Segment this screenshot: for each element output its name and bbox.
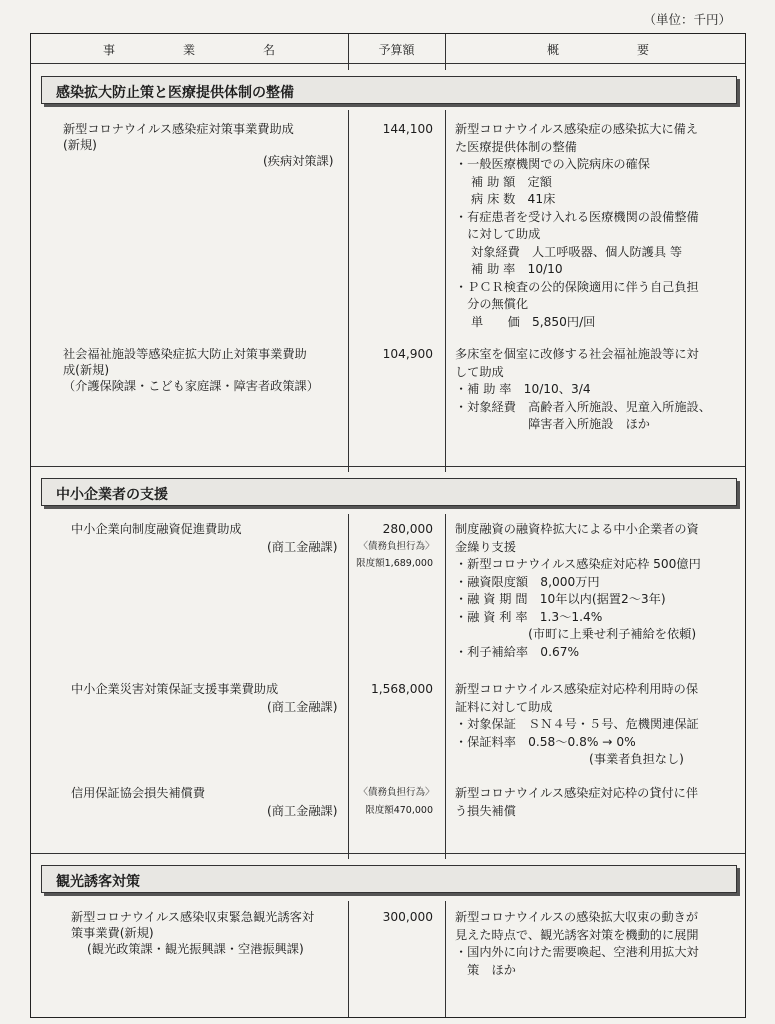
summary-line: ・国内外に向けた需要喚起、空港利用拡大対	[455, 945, 699, 959]
summary-line: ・保証料率 0.58～0.8% → 0%	[455, 734, 636, 749]
summary-line: ・融 資 利 率 1.3～1.4%	[455, 609, 603, 624]
summary-line: ・新型コロナウイルス感染症対応枠 500億円	[455, 557, 701, 571]
section-heading: 中小企業者の支援	[41, 478, 737, 506]
section-heading: 観光誘客対策	[41, 865, 737, 893]
project-budget: 300,000	[382, 910, 433, 924]
budget-table	[30, 33, 746, 1018]
project-name: 信用保証協会損失補償費	[71, 786, 206, 800]
project-name: 中小企業災害対策保証支援事業費助成	[71, 682, 279, 696]
project-dept: (商工金融課)	[267, 804, 338, 818]
summary-line: 分の無償化	[455, 297, 529, 311]
summary-line: 病 床 数 41床	[455, 192, 556, 206]
project-dept: (商工金融課)	[267, 700, 338, 714]
project-summary	[455, 521, 701, 661]
project-budget: 104,900	[382, 347, 433, 361]
summary-line: 証料に対して助成	[455, 699, 553, 714]
summary-line: (市町に上乗せ利子補給を依頼)	[455, 627, 697, 641]
summary-line: 新型コロナウイルス感染症対応枠利用時の保	[455, 682, 699, 696]
summary-line: 金繰り支援	[455, 539, 516, 554]
summary-line: ・補 助 率 10/10、3/4	[455, 382, 591, 396]
summary-line: に対して助成	[455, 227, 541, 241]
summary-line: して助成	[455, 364, 504, 379]
summary-line: う損失補償	[455, 803, 516, 818]
summary-line: ・有症患者を受け入れる医療機関の設備整備	[455, 209, 699, 224]
project-dept: (観光政策課・観光振興課・空港振興課)	[87, 942, 304, 956]
project-name: 中小企業向制度融資促進費助成	[71, 522, 242, 536]
summary-line: 新型コロナウイルス感染症対応枠の貸付に伴	[455, 786, 699, 800]
budget-note: 〈債務負担行為〉	[358, 541, 435, 552]
summary-line: 障害者入所施設 ほか	[455, 417, 650, 431]
budget-note: 限度額1,689,000	[356, 558, 433, 569]
summary-line: ・対象経費 高齢者入所施設、児童入所施設、	[455, 399, 711, 414]
summary-line: 多床室を個室に改修する社会福祉施設等に対	[455, 347, 699, 361]
summary-line: (事業者負担なし)	[455, 752, 684, 766]
summary-line: 制度融資の融資枠拡大による中小企業者の資	[455, 522, 699, 536]
summary-line: ・一般医療機関での入院病床の確保	[455, 157, 650, 171]
summary-line: た医療提供体制の整備	[455, 139, 577, 154]
budget-note: 〈債務負担行為〉	[358, 787, 435, 798]
unit-label: （単位：千円）	[643, 12, 731, 27]
project-summary	[455, 681, 699, 769]
summary-line: ・融 資 期 間 10年以内(据置2～3年)	[455, 592, 666, 606]
project-summary	[455, 785, 698, 820]
summary-line: 新型コロナウイルス感染症の感染拡大に備え	[455, 122, 699, 136]
summary-line: ・利子補給率 0.67%	[455, 644, 580, 659]
project-budget: 144,100	[382, 122, 433, 136]
summary-line: 補 助 率 10/10	[455, 262, 563, 276]
summary-line: 補 助 額 定額	[455, 174, 552, 189]
summary-line: 対象経費 人工呼吸器、個人防護具 等	[455, 244, 683, 259]
project-summary	[455, 346, 711, 434]
section-heading: 感染拡大防止策と医療提供体制の整備	[41, 76, 737, 104]
summary-line: ・融資限度額 8,000万円	[455, 574, 600, 589]
budget-note: 限度額470,000	[365, 805, 433, 816]
summary-line: 見えた時点で、観光誘客対策を機動的に展開	[455, 927, 699, 942]
summary-line: 新型コロナウイルスの感染拡大収束の動きが	[455, 910, 699, 924]
header-budget: 予算額	[378, 43, 415, 57]
summary-line: ・対象保証 ＳＮ４号・５号、危機関連保証	[455, 717, 699, 731]
summary-line: 単 価 5,850円/回	[455, 314, 596, 329]
project-summary	[455, 121, 699, 331]
table-header: 事 業 名 予算額 概 要	[31, 34, 745, 64]
project-dept: （介護保険課・こども家庭課・障害者政策課）	[63, 379, 319, 393]
project-budget: 280,000	[382, 522, 433, 536]
project-name: 新型コロナウイルス感染症対策事業費助成 (新規)	[63, 122, 294, 152]
summary-line: ・ＰＣＲ検査の公的保険適用に伴う自己負担	[455, 279, 699, 294]
summary-line: 策 ほか	[455, 962, 516, 977]
project-name: 新型コロナウイルス感染収束緊急観光誘客対 策事業費(新規)	[71, 910, 315, 940]
project-budget: 1,568,000	[370, 682, 433, 696]
project-summary	[455, 909, 699, 979]
project-dept: (疾病対策課)	[263, 154, 334, 168]
project-name: 社会福祉施設等感染症拡大防止対策事業費助 成(新規)	[63, 347, 307, 377]
project-dept: (商工金融課)	[267, 540, 338, 554]
